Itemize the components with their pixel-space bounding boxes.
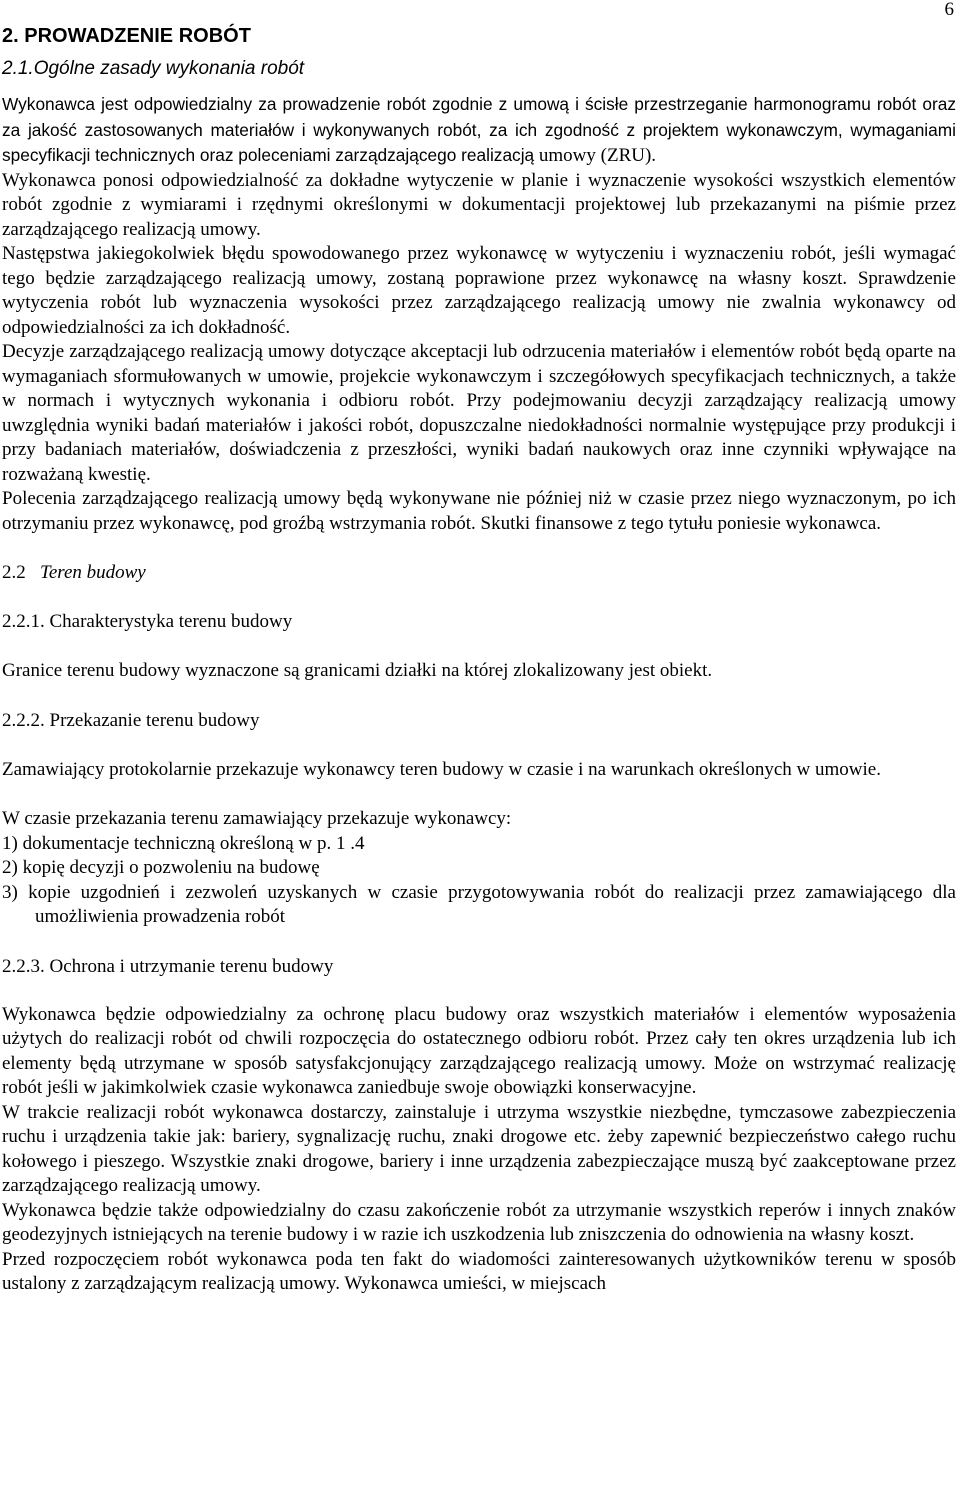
spacer bbox=[2, 634, 956, 659]
section-number: 2.2 bbox=[2, 562, 26, 583]
paragraph-error-consequences: Następstwa jakiegokolwiek błędu spowodowanego przez wykonawcę w wytyczeniu i wyznaczeniu robót, jeśli wymagać tego będzie zarządzającego realizacją umowy, zostaną poprawione przez wykonawcę na własny koszt. Sprawdzenie wytyczenia robót lub wyznaczenia wysokości przez zarządzającego realizacją umowy nie zwalnia wykonawcy od odpowiedzialności za ich dokładność. bbox=[2, 243, 956, 338]
spacer bbox=[2, 930, 956, 955]
paragraph-contractor-responsibility bbox=[2, 92, 956, 169]
paragraph-site-handover: Zamawiający protokolarnie przekazuje wykonawcy teren budowy w czasie i na warunkach określonych w umowie. bbox=[2, 758, 881, 780]
paragraph-notify-users: Przed rozpoczęciem robót wykonawca poda ten fakt do wiadomości zainteresowanych użytkowników terenu w sposób ustalony z zarządzającym realizacją umowy. Wykonawca umieści, w miejscach bbox=[2, 1248, 956, 1294]
spacer bbox=[2, 536, 956, 561]
subsection-heading-site-protection: 2.2.3. Ochrona i utrzymanie terenu budowy bbox=[2, 955, 334, 977]
paragraph-site-boundaries: Granice terenu budowy wyznaczone są granicami działki na której zlokalizowany jest obiekt. bbox=[2, 660, 713, 681]
section-heading-site bbox=[2, 561, 956, 585]
paragraph-site-protection: Wykonawca będzie odpowiedzialny za ochronę placu budowy oraz wszystkich materiałów i elementów wyposażenia użytych do realizacji robót od chwili rozpoczęcia do ostatecznego odbioru robót. Przez cały ten okres urządzenia lub ich elementy będą utrzymane w sposób satysfakcjonujący zarządzającego realizacją umowy. Może on wstrzymać realizację robót jeśli w jakimkolwiek czasie wykonawca zaniedbuje swoje obowiązki konserwacyjne. bbox=[2, 1003, 956, 1098]
subsection-heading-site-handover: 2.2.2. Przekazanie terenu budowy bbox=[2, 709, 260, 731]
chapter-heading: 2. PROWADZENIE ROBÓT bbox=[2, 25, 251, 47]
handover-documents-list bbox=[2, 832, 956, 930]
spacer bbox=[2, 585, 956, 610]
spacer bbox=[2, 684, 956, 709]
subsection-heading-site-characteristics: 2.2.1. Charakterystyka terenu budowy bbox=[2, 611, 293, 632]
paragraph-instructions: Polecenia zarządzającego realizacją umowy będą wykonywane nie później niż w czasie przez niego wyznaczonym, po ich otrzymaniu przez wykonawcę, pod groźbą wstrzymania robót. Skutki finansowe z tego tytułu poniesie wykonawca. bbox=[2, 488, 956, 534]
paragraph-traffic-safety: W trakcie realizacji robót wykonawca dostarczy, zainstaluje i utrzyma wszystkie niezbędne, tymczasowe zabezpieczenia ruchu i urządzenia takie jak: bariery, sygnalizację ruchu, znaki drogowe etc. żeby zapewnić bezpieczeństwo całego ruchu kołowego i pieszego. Wszystkie znaki drogowe, bariery i inne urządzenia zabezpieczające muszą być zaakceptowane przez zarządzającego realizacją umowy. bbox=[2, 1101, 956, 1196]
paragraph-text-sans: Wykonawca jest odpowiedzialny za prowadzenie robót zgodnie z umową i ścisłe przestrzeganie harmonogramu robót oraz za jakość zastosowanych materiałów i wykonywanych robót, za ich zgodność z projektem wykonawczym, wymaganiami specyfikacji technicznych oraz poleceniami zarządzającego realizacją bbox=[2, 94, 956, 165]
section-heading-general-rules: 2.1.Ogólne zasady wykonania robót bbox=[2, 58, 305, 79]
list-item: 3) kopie uzgodnień i zezwoleń uzyskanych w czasie przygotowywania robót do realizacji przez zamawiającego dla umożliwienia prowadzenia robót bbox=[2, 881, 956, 927]
paragraph-survey-marks: Wykonawca będzie także odpowiedzialny do czasu zakończenie robót za utrzymanie wszystkich reperów i innych znaków geodezyjnych istniejących na terenie budowy i w razie ich uszkodzenia lub zniszczenia do odnowienia na własny koszt. bbox=[2, 1199, 956, 1245]
spacer bbox=[2, 733, 956, 758]
document-body bbox=[2, 22, 956, 1297]
list-item: 2) kopię decyzji o pozwoleniu na budowę bbox=[2, 857, 320, 878]
list-item: 1) dokumentacje techniczną określoną w p. 1 .4 bbox=[2, 832, 365, 854]
spacer bbox=[2, 979, 956, 1003]
paragraph-material-decisions: Decyzje zarządzającego realizacją umowy dotyczące akceptacji lub odrzucenia materiałów i elementów robót będą oparte na wymaganiach sformułowanych w umowie, projekcie wykonawczym i szczegółowych specyfikacjach technicznych, a także w normach i wytycznych wykonania i odbioru robót. Przy podejmowaniu decyzji zarządzający realizacją umowy uwzględnia wyniki badań materiałów i jakości robót, dopuszczalne niedokładności normalnie występujące przy produkcji i przy badaniach materiałów, doświadczenia z przeszłości, wyniki badań naukowych oraz inne czynniki wpływające na rozważaną kwestię. bbox=[2, 341, 956, 485]
section-label: Teren budowy bbox=[40, 562, 146, 583]
paragraph-text-serif: umowy (ZRU). bbox=[534, 145, 657, 166]
paragraph-handover-intro: W czasie przekazania terenu zamawiający przekazuje wykonawcy: bbox=[2, 808, 512, 829]
paragraph-setting-out: Wykonawca ponosi odpowiedzialność za dokładne wytyczenie w planie i wyznaczenie wysokości wszystkich elementów robót zgodnie z wymiarami i rzędnymi określonymi w dokumentacji projektowej lub przekazanymi na piśmie przez zarządzającego realizacją umowy. bbox=[2, 169, 956, 240]
spacer bbox=[2, 782, 956, 807]
page-number: 6 bbox=[944, 0, 954, 20]
